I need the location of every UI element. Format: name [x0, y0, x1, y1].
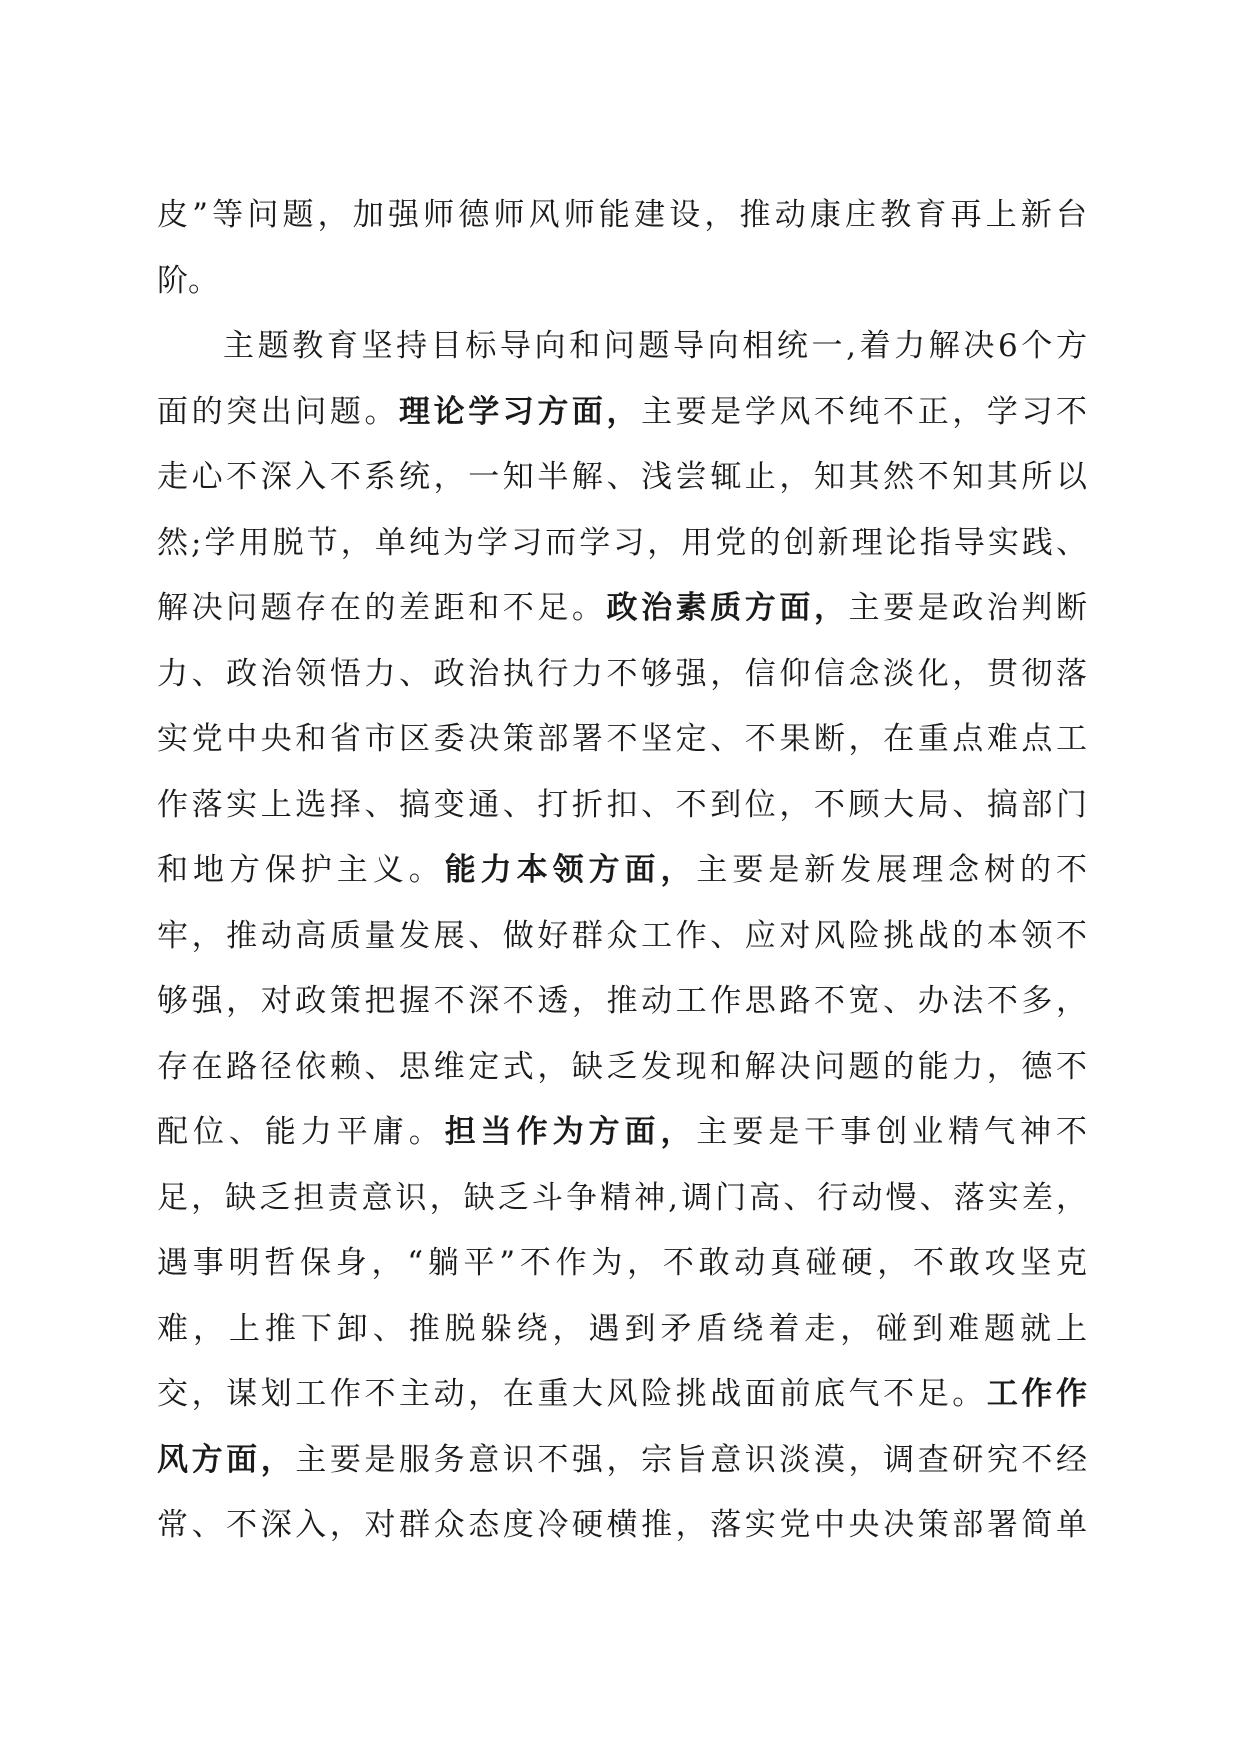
paragraph-first-line: 主题教育坚持目标导向和问题导向相统一,着力解决6个方 [223, 328, 1087, 364]
text-line: 足，缺乏担责意识，缺乏斗争精神,调门高、行动慢、落实差， [157, 1179, 1087, 1216]
text-line [157, 576, 1087, 642]
text-line [157, 838, 1087, 904]
line-text: 和地方保护主义。 [157, 852, 445, 888]
line-text: 配位、能力平庸。 [157, 1114, 445, 1150]
bold-heading-political-quality: 政治素质方面， [606, 590, 849, 626]
bold-heading-ability: 能力本领方面， [444, 852, 697, 888]
text-line: 难，上推下卸、推脱躲绕，遇到矛盾绕着走，碰到难题就上 [157, 1310, 1087, 1347]
text-line: 阶。 [157, 262, 219, 299]
line-text: 主要是政治判断 [848, 590, 1088, 626]
bold-heading-work-style-cont: 风方面， [157, 1441, 296, 1478]
line-text: 主要是学风不纯不正，学习不 [641, 393, 1088, 430]
text-line: 常、不深入，对群众态度冷硬横推，落实党中央决策部署简单 [157, 1507, 1087, 1543]
body-text [157, 183, 1087, 1559]
text-line: 牢，推动高质量发展、做好群众工作、应对风险挑战的本领不 [157, 917, 1087, 954]
line-text: 解决问题存在的差距和不足。 [157, 590, 607, 626]
text-line [157, 380, 1087, 446]
line-text: 主要是干事创业精气神不 [696, 1114, 1088, 1150]
line-text: 主要是服务意识不强，宗旨意识淡漠，调查研究不经 [295, 1441, 1088, 1478]
line-text: 交，谋划工作不主动，在重大风险挑战面前底气不足。 [157, 1376, 987, 1412]
text-line: 力、政治领悟力、政治执行力不够强，信仰信念淡化，贯彻落 [157, 655, 1087, 692]
text-line: 够强，对政策把握不深不透，推动工作思路不宽、办法不多， [157, 983, 1087, 1019]
text-line: 皮”等问题，加强师德师风师能建设，推动康庄教育再上新台 [157, 197, 1087, 233]
bold-heading-theory-study: 理论学习方面， [399, 393, 642, 430]
text-line: 作落实上选择、搞变通、打折扣、不到位，不顾大局、搞部门 [157, 786, 1087, 823]
bold-heading-responsibility: 担当作为方面， [444, 1114, 697, 1150]
text-line: 实党中央和省市区委决策部署不坚定、不果断，在重点难点工 [157, 721, 1087, 757]
text-line [157, 1100, 1087, 1166]
line-text: 面的突出问题。 [157, 393, 400, 430]
text-line: 存在路径依赖、思维定式，缺乏发现和解决问题的能力，德不 [157, 1048, 1087, 1085]
text-line [157, 1362, 1087, 1428]
bold-heading-work-style: 工作作 [986, 1376, 1087, 1412]
line-text: 主要是新发展理念树的不 [696, 852, 1088, 888]
text-line: 遇事明哲保身，“躺平”不作为，不敢动真碰硬，不敢攻坚克 [157, 1245, 1087, 1281]
text-line [157, 1428, 1087, 1494]
text-line: 走心不深入不系统，一知半解、浅尝辄止，知其然不知其所以 [157, 459, 1087, 495]
text-line: 然;学用脱节，单纯为学习而学习，用党的创新理论指导实践、 [157, 524, 1087, 561]
